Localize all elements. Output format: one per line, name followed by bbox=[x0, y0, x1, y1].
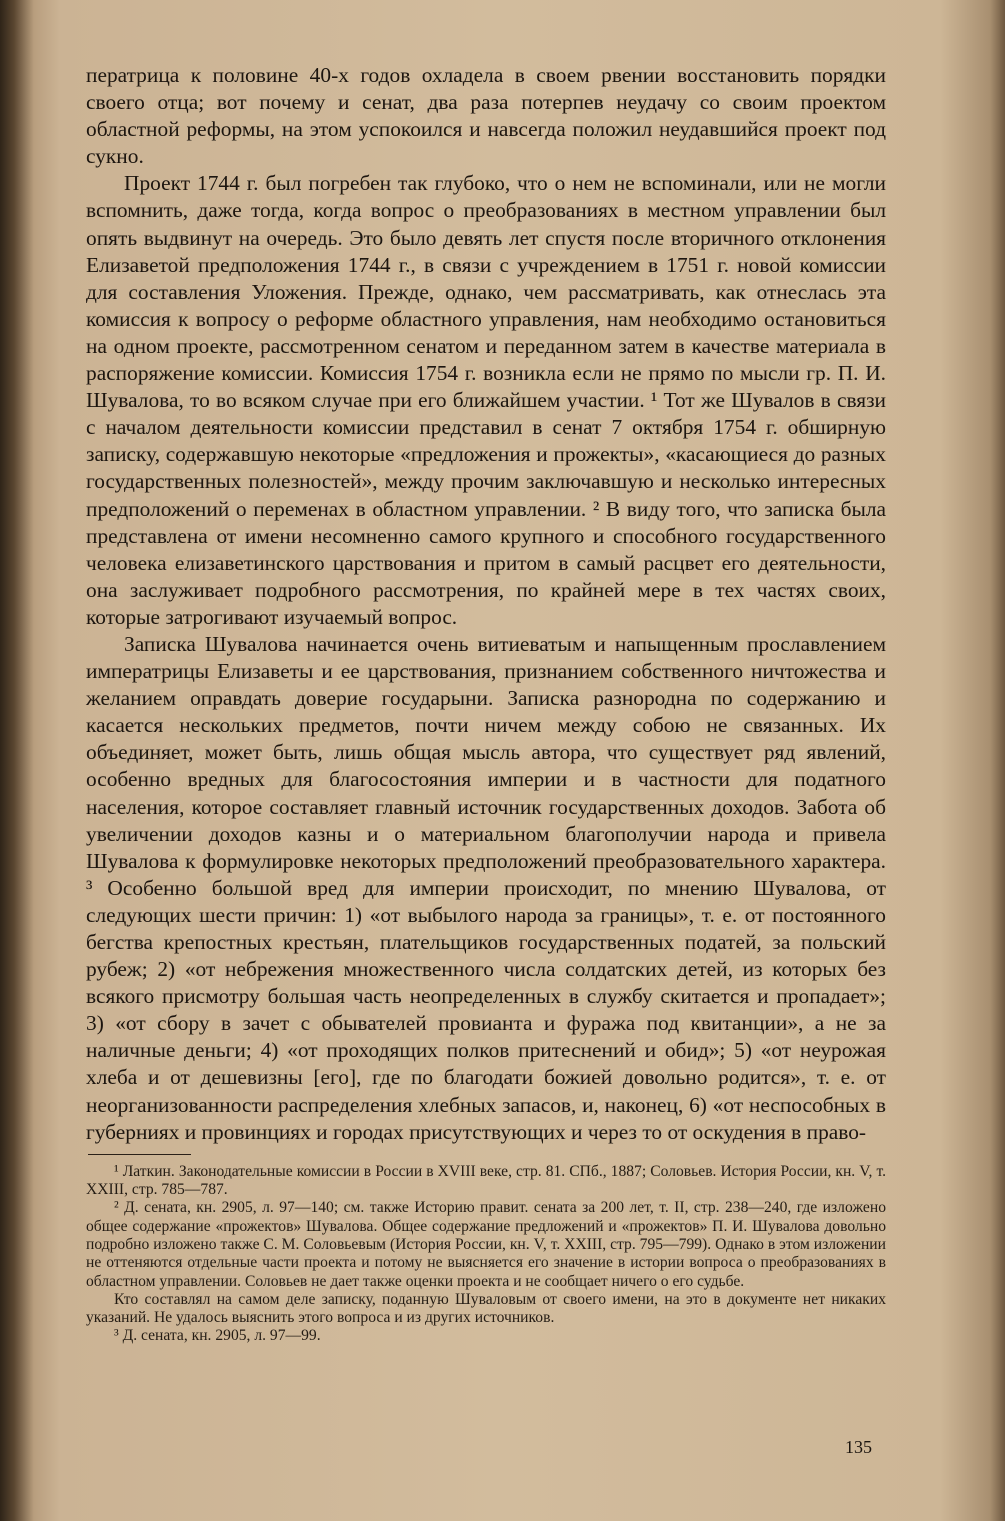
book-page bbox=[86, 62, 886, 1502]
footnote-3: ³ Д. сената, кн. 2905, л. 97—99. bbox=[114, 1327, 321, 1345]
paragraph-1: ператрица к половине 40-х годов охладела в своем рвении восстановить порядки своего отца; вот почему и сенат, два раза потерпев неудачу со своим проектом областной реформы, на этом успокоился и навсегда положил неудавшийся проект под сукно. bbox=[86, 63, 886, 169]
footnote-2: ² Д. сената, кн. 2905, л. 97—140; см. также Историю правит. сената за 200 лет, т. II, стр. 238—240, где изложено общее содержание «прожектов» Шувалова. Общее содержание предложений и «прожектов» П. И. Шувалова довольно подробно изложено также С. М. Соловьевым (История России, кн. V, т. XXIII, стр. 795—799). Однако в этом изложении не оттеняются отдельные части проекта и потому не выясняется его значение в истории вопроса о преобразованиях в областном управлении. Соловьев не дает также оценки проекта и не сообщает ничего о его судьбе. bbox=[86, 1199, 886, 1290]
paragraph-3: Записка Шувалова начинается очень витиеватым и напыщенным прославлением императрицы Елизаветы и ее царствования, признанием собственного ничтожества и желанием оправдать доверие государыни. Записка разнородна по содержанию и касается нескольких предметов, почти ничем между собою не связанных. Их объединяет, может быть, лишь общая мысль автора, что существует ряд явлений, особенно вредных для благосостояния империи и в частности для податного населения, которое составляет главный источник государственных доходов. Забота об увеличении доходов казны и о материальном благополучии народа и привела Шувалова к формулировке некоторых предположений преобразовательного характера. ³ Особенно большой вред для империи происходит, по мнению Шувалова, от следующих шести причин: 1) «от выбылого народа за границы», т. е. от постоянного бегства крепостных крестьян, плательщиков государственных податей, за польский рубеж; 2) «от небрежения множественного числа солдатских детей, из которых без всякого присмотру большая часть неопределенных в службу скитается и пропадает»; 3) «от сбору в зачет с обывателей провианта и фуража под квитанции», а не за наличные деньги; 4) «от проходящих полков притеснений и обид»; 5) «от неурожая хлеба и от дешевизны [его], где по благодати божией довольно родится», т. е. от неорганизованности распределения хлебных запасов, и, наконец, 6) «от неспособных в губерниях и провинциях и городах присутствующих и через то от оскудения в право- bbox=[86, 631, 886, 1144]
footnote-1: ¹ Латкин. Законодательные комиссии в России в XVIII веке, стр. 81. СПб., 1887; Соловьев. История России, кн. V, т. XXIII, стр. 785—787. bbox=[86, 1162, 886, 1199]
paragraph-2: Проект 1744 г. был погребен так глубоко, что о нем не вспоминали, или не могли вспомнить, даже тогда, когда вопрос о преобразованиях в местном управлении был опять выдвинут на очередь. Это было девять лет спустя после вторичного отклонения Елизаветой предположения 1744 г., в связи с учреждением в 1751 г. новой комиссии для составления Уложения. Прежде, однако, чем рассматривать, как отнеслась эта комиссия к вопросу о реформе областного управления, нам необходимо остановиться на одном проекте, рассмотренном сенатом и переданном затем в качестве материала в распоряжение комиссии. Комиссия 1754 г. возникла если не прямо по мысли гр. П. И. Шувалова, то во всяком случае при его ближайшем участии. ¹ Тот же Шувалов в связи с началом деятельности комиссии представил в сенат 7 октября 1754 г. обширную записку, содержавшую некоторые «предложения и прожекты», «касающиеся до разных государственных полезностей», между прочим заключавшую и несколько интересных предположений о переменах в областном управлении. ² В виду того, что записка была представлена от имени несомненно самого крупного и способного государственного человека елизаветинского царствования и притом в самый расцвет его деятельности, она заслуживает подробного рассмотрения, по крайней мере в тех частях своих, которые затрогивают изучаемый вопрос. bbox=[86, 171, 886, 629]
footnotes bbox=[86, 1163, 886, 1346]
page-number: 135 bbox=[845, 1437, 872, 1457]
footnote-separator bbox=[88, 1154, 191, 1155]
footnote-2-continuation: Кто составлял на самом деле записку, поданную Шуваловым от своего имени, на это в документе нет никаких указаний. Не удалось выяснить этого вопроса и из других источников. bbox=[86, 1290, 886, 1327]
main-text bbox=[86, 62, 886, 1146]
